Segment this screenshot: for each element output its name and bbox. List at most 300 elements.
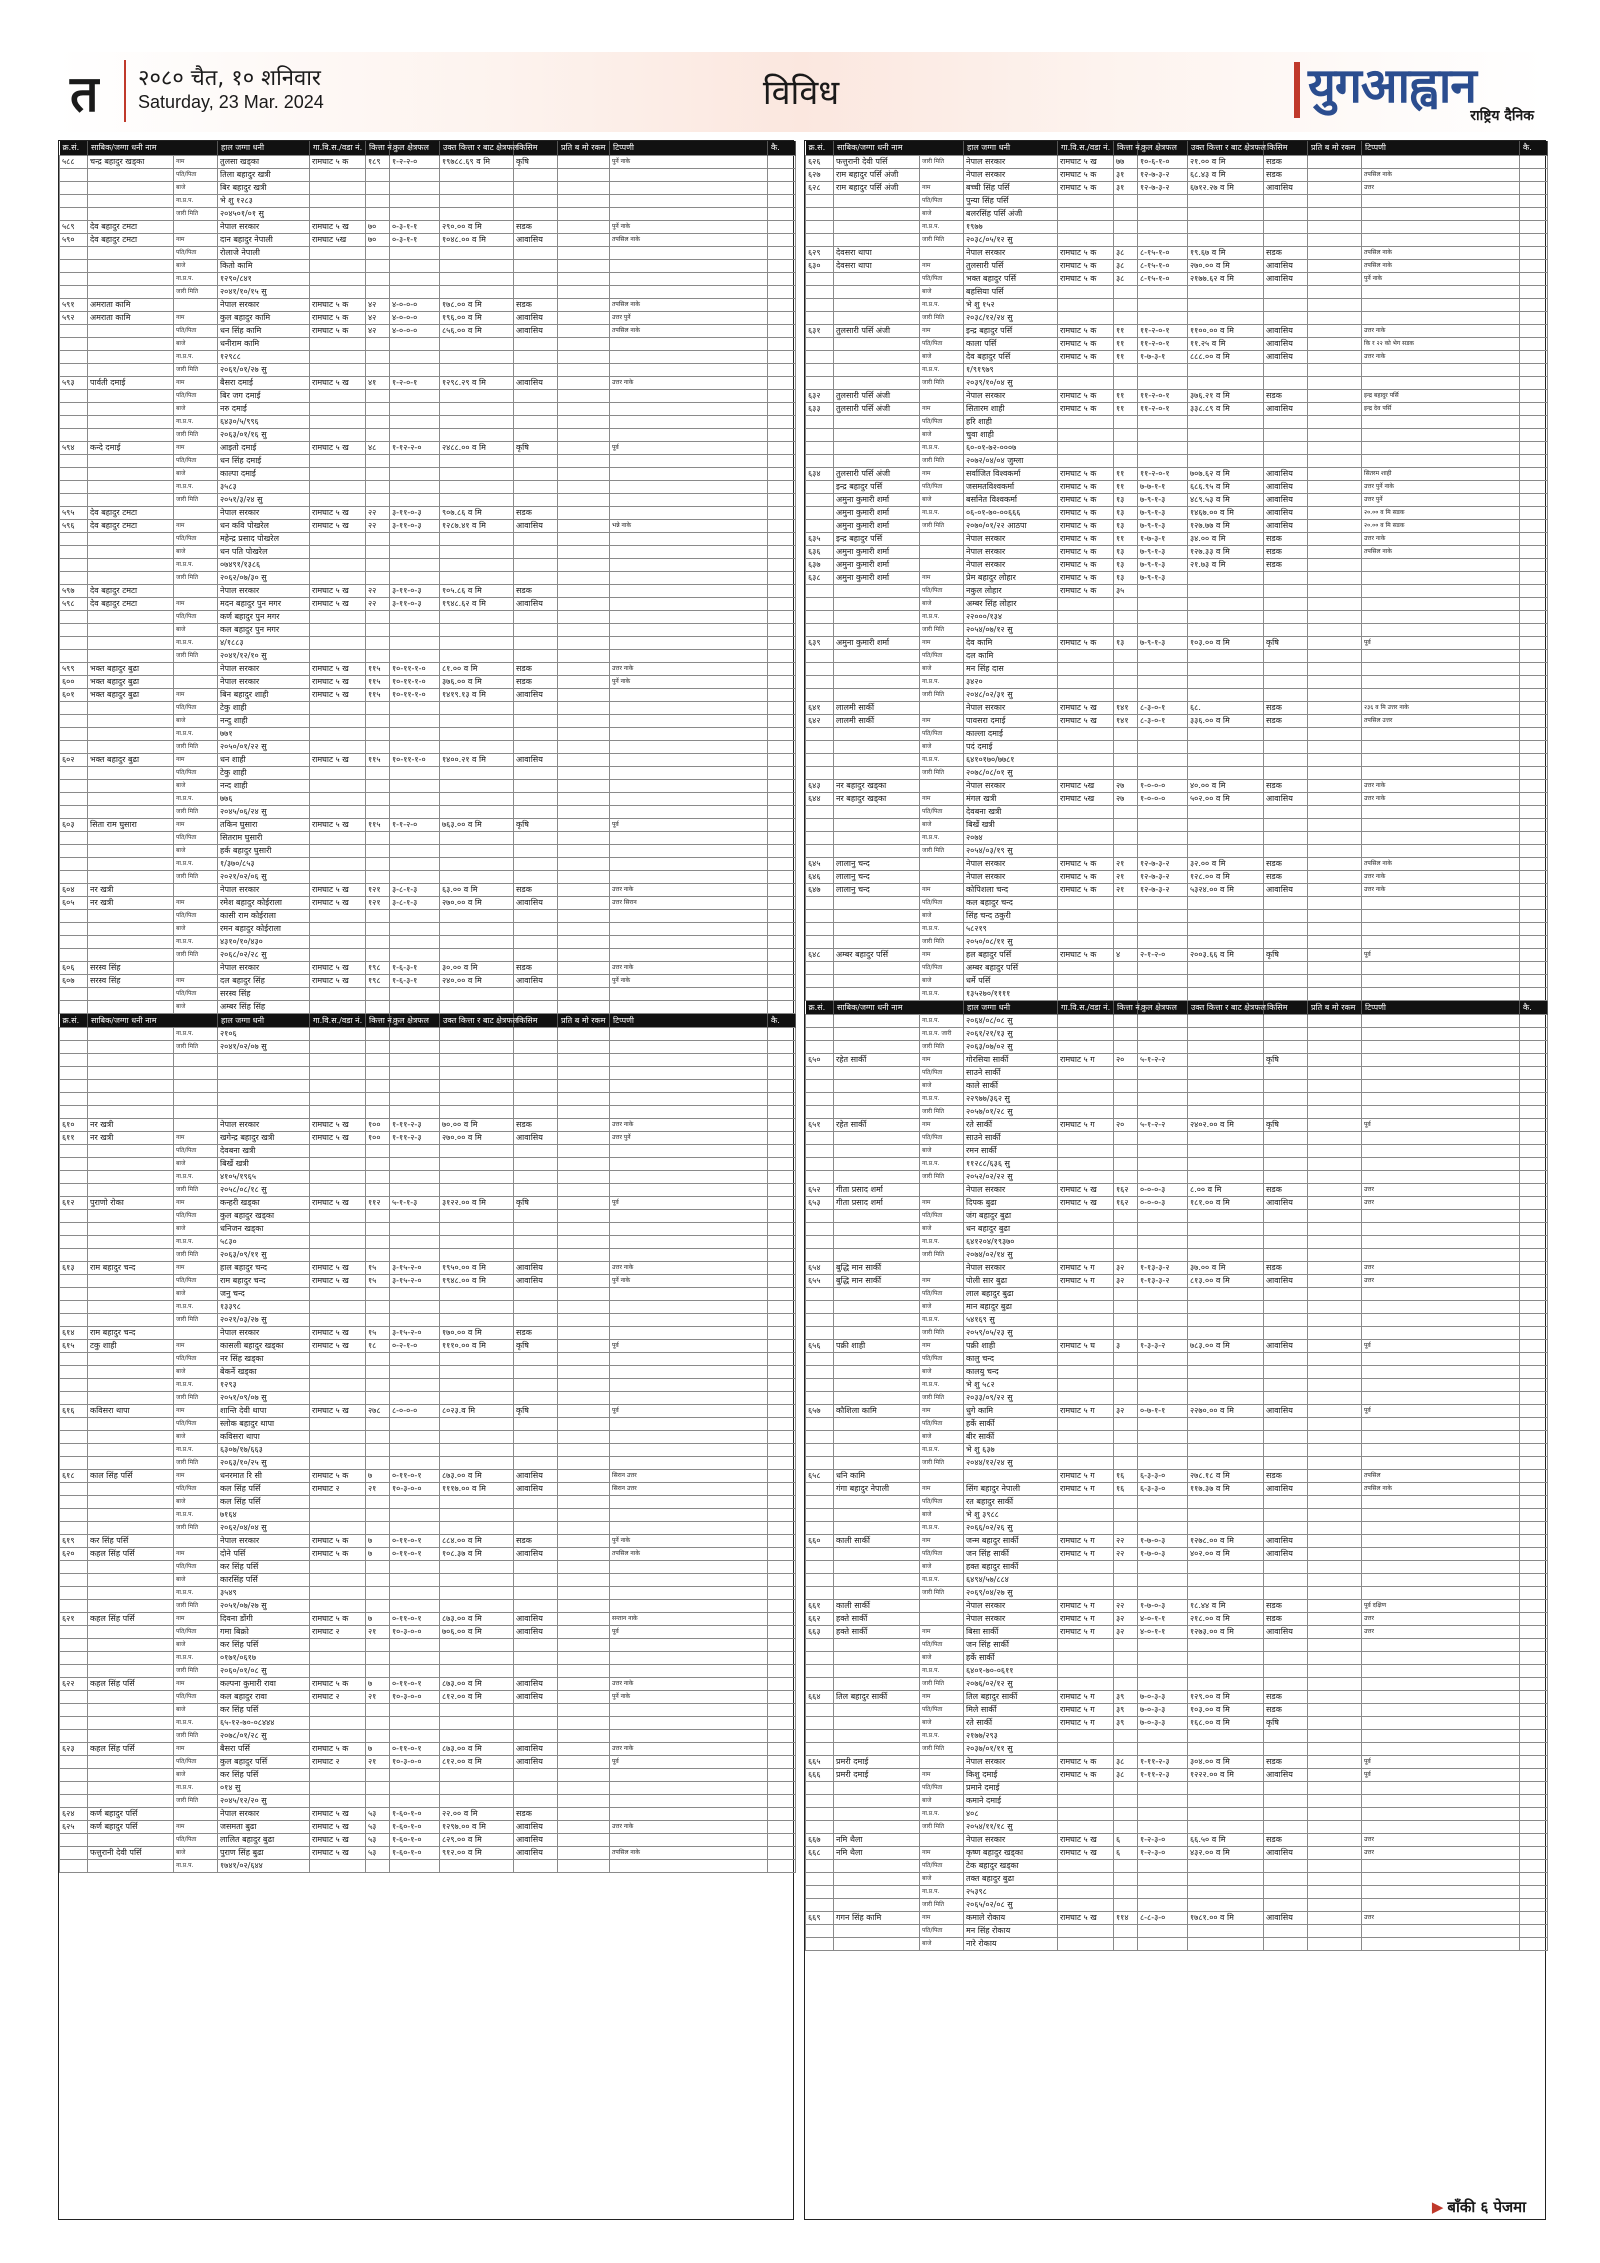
acquired-area-cell	[440, 909, 514, 922]
column-header: कै.	[1520, 141, 1548, 155]
remarks-cell	[1362, 1535, 1520, 1548]
amount-cell	[1308, 662, 1362, 675]
area-cell	[390, 207, 440, 220]
current-owner-cell: जसमता बुढा	[218, 1821, 310, 1834]
former-owner-cell	[88, 532, 174, 545]
role-label-cell: बाजे	[920, 350, 964, 363]
land-type-cell	[514, 1379, 558, 1392]
area-cell: ८-१५-१-०	[1138, 259, 1188, 272]
current-owner-cell: २०७४/०२/१४ सु	[964, 1249, 1058, 1262]
ward-cell	[310, 1145, 366, 1158]
land-type-cell	[1264, 805, 1308, 818]
misc-cell	[768, 1535, 796, 1548]
land-type-cell: आवासिय	[514, 1548, 558, 1561]
misc-cell	[768, 259, 796, 272]
amount-cell	[558, 753, 610, 766]
land-type-cell	[1264, 1899, 1308, 1912]
former-owner-cell	[834, 1665, 920, 1678]
land-type-cell	[1264, 1860, 1308, 1873]
amount-cell	[558, 1171, 610, 1184]
role-label-cell: बाजे	[920, 740, 964, 753]
current-owner-cell: बेकर्ने खड्का	[218, 1366, 310, 1379]
current-owner-cell: नेपाल सरकार	[964, 1834, 1058, 1847]
amount-cell	[1308, 1899, 1362, 1912]
area-cell	[390, 1106, 440, 1119]
table-row	[806, 1561, 1548, 1574]
serial-cell	[806, 363, 834, 376]
amount-cell	[558, 246, 610, 259]
table-row	[60, 909, 796, 922]
former-owner-cell: इन्द्र बहादुर पर्सि	[834, 532, 920, 545]
acquired-area-cell	[440, 636, 514, 649]
remarks-cell: तपसिल नाके	[610, 1548, 768, 1561]
current-owner-cell: २२९७७/३६२ सु	[964, 1093, 1058, 1106]
land-type-cell	[1264, 896, 1308, 909]
area-cell: ०-११-०-१	[390, 1548, 440, 1561]
amount-cell	[1308, 688, 1362, 701]
plot-cell	[1114, 1093, 1138, 1106]
current-owner-cell: ७१६४	[218, 1509, 310, 1522]
table-row	[806, 1275, 1548, 1288]
acquired-area-cell	[1188, 1028, 1264, 1041]
former-owner-cell	[834, 1496, 920, 1509]
serial-cell	[806, 1483, 834, 1496]
plot-cell	[366, 1314, 390, 1327]
plot-cell	[366, 1366, 390, 1379]
acquired-area-cell	[440, 1041, 514, 1054]
ward-cell: रामघाट ५ क	[1058, 324, 1114, 337]
acquired-area-cell	[1188, 610, 1264, 623]
plot-cell	[1114, 1821, 1138, 1834]
acquired-area-cell: ८१.०० व मि	[440, 662, 514, 675]
area-cell	[390, 467, 440, 480]
former-owner-cell	[88, 870, 174, 883]
amount-cell	[558, 675, 610, 688]
land-type-cell: सडक	[1264, 779, 1308, 792]
amount-cell	[558, 870, 610, 883]
acquired-area-cell	[1188, 1392, 1264, 1405]
amount-cell	[558, 1080, 610, 1093]
current-owner-cell: २०४८/०२/३१ सु	[964, 688, 1058, 701]
role-label-cell: बाजे	[174, 779, 218, 792]
plot-cell	[366, 1496, 390, 1509]
land-type-cell: सडक	[1264, 155, 1308, 168]
table-row	[60, 506, 796, 519]
former-owner-cell	[88, 480, 174, 493]
role-label-cell: बाजे	[174, 181, 218, 194]
current-owner-cell: खगेन्द्र बहादुर खत्री	[218, 1132, 310, 1145]
current-owner-cell: पोली सार बुढा	[964, 1275, 1058, 1288]
role-label-cell: बाजे	[920, 974, 964, 987]
serial-cell: ५९६	[60, 519, 88, 532]
amount-cell	[558, 623, 610, 636]
table-row	[60, 1236, 796, 1249]
column-header: गा.वि.स./वडा नं.	[310, 141, 366, 155]
role-label-cell: जारी मिति	[174, 649, 218, 662]
ward-cell	[310, 1106, 366, 1119]
land-type-cell: आवासिय	[1264, 1405, 1308, 1418]
table-row	[806, 792, 1548, 805]
ward-cell	[310, 532, 366, 545]
current-owner-cell: बिर्खे खत्री	[218, 1158, 310, 1171]
plot-cell	[366, 1457, 390, 1470]
current-owner-cell: २०३८/०५/१२ सु	[964, 233, 1058, 246]
plot-cell	[366, 1080, 390, 1093]
acquired-area-cell: ७०६.०० व मि	[440, 1626, 514, 1639]
area-cell: ४-०-१-१	[1138, 1626, 1188, 1639]
acquired-area-cell	[440, 1301, 514, 1314]
former-owner-cell	[88, 1067, 174, 1080]
remarks-cell: उत्तर	[1362, 1184, 1520, 1197]
misc-cell	[768, 1743, 796, 1756]
amount-cell	[558, 402, 610, 415]
table-row	[806, 662, 1548, 675]
serial-cell	[806, 935, 834, 948]
area-cell: १२-७-३-२	[1138, 168, 1188, 181]
area-cell	[1138, 1327, 1188, 1340]
current-owner-cell: काल्पा दमाई	[218, 467, 310, 480]
acquired-area-cell	[1188, 1041, 1264, 1054]
ward-cell	[310, 909, 366, 922]
plot-cell: १८९	[366, 155, 390, 168]
remarks-cell	[610, 714, 768, 727]
former-owner-cell	[88, 610, 174, 623]
plot-cell: १३	[1114, 493, 1138, 506]
ward-cell	[1058, 1808, 1114, 1821]
acquired-area-cell: २४०२.०० व मि	[1188, 1119, 1264, 1132]
ward-cell: रामघाट ५ ख	[1058, 701, 1114, 714]
ward-cell: रामघाट ५ क	[1058, 480, 1114, 493]
serial-cell	[806, 1808, 834, 1821]
former-owner-cell: लालानु चन्द	[834, 883, 920, 896]
table-row	[806, 753, 1548, 766]
plot-cell	[366, 402, 390, 415]
serial-cell	[60, 1600, 88, 1613]
land-type-cell: आवासिय	[514, 974, 558, 987]
plot-cell: ४२	[366, 324, 390, 337]
plot-cell: ४२	[366, 311, 390, 324]
current-owner-cell: ६०-०१-७२-०००७	[964, 441, 1058, 454]
ward-cell: रामघाट २	[310, 1691, 366, 1704]
land-type-cell	[1264, 1925, 1308, 1938]
former-owner-cell	[88, 727, 174, 740]
plot-cell	[1114, 844, 1138, 857]
plot-cell: ३२	[1114, 1405, 1138, 1418]
role-label-cell: पति/पिता	[174, 1561, 218, 1574]
land-type-cell	[1264, 610, 1308, 623]
former-owner-cell: अमराता कामि	[88, 298, 174, 311]
serial-cell: ६५४	[806, 1262, 834, 1275]
misc-cell	[1520, 1561, 1548, 1574]
misc-cell	[768, 1704, 796, 1717]
remarks-cell	[610, 1392, 768, 1405]
area-cell	[390, 272, 440, 285]
misc-cell	[1520, 246, 1548, 259]
serial-cell	[806, 584, 834, 597]
serial-cell	[60, 1795, 88, 1808]
serial-cell	[60, 922, 88, 935]
area-cell: ५-१-१-३	[390, 1197, 440, 1210]
land-type-cell: सडक	[514, 506, 558, 519]
land-type-cell: सडक	[1264, 246, 1308, 259]
remarks-cell	[1362, 1522, 1520, 1535]
acquired-area-cell	[440, 1288, 514, 1301]
amount-cell	[558, 636, 610, 649]
serial-cell	[806, 1652, 834, 1665]
role-label-cell: नाम	[920, 1197, 964, 1210]
misc-cell	[1520, 597, 1548, 610]
former-owner-cell: देव बहादुर टमटा	[88, 220, 174, 233]
amount-cell	[558, 1639, 610, 1652]
former-owner-cell	[88, 1353, 174, 1366]
land-type-cell	[1264, 753, 1308, 766]
table-row	[60, 805, 796, 818]
serial-cell	[806, 610, 834, 623]
serial-cell	[806, 428, 834, 441]
current-owner-cell: ११२८८/६३६ सु	[964, 1158, 1058, 1171]
table-row	[60, 363, 796, 376]
land-type-cell	[514, 1561, 558, 1574]
plot-cell	[1114, 1106, 1138, 1119]
amount-cell	[558, 519, 610, 532]
table-row	[60, 1379, 796, 1392]
plot-cell: १५	[366, 1275, 390, 1288]
plot-cell	[1114, 1249, 1138, 1262]
land-type-cell	[1264, 987, 1308, 1000]
plot-cell	[366, 1444, 390, 1457]
serial-cell	[806, 662, 834, 675]
column-header: कुल क्षेत्रफल	[1138, 141, 1188, 155]
former-owner-cell	[88, 1041, 174, 1054]
acquired-area-cell	[440, 1184, 514, 1197]
ward-cell: रामघाट ५ क	[1058, 389, 1114, 402]
remarks-cell	[1362, 1431, 1520, 1444]
amount-cell	[1308, 1678, 1362, 1691]
misc-cell	[768, 883, 796, 896]
misc-cell	[768, 636, 796, 649]
serial-cell	[806, 1509, 834, 1522]
plot-cell: ७७	[1114, 155, 1138, 168]
misc-cell	[768, 1288, 796, 1301]
area-cell: ८-०-०-०	[390, 1405, 440, 1418]
misc-cell	[768, 1275, 796, 1288]
former-owner-cell: बुद्धि मान सार्की	[834, 1275, 920, 1288]
misc-cell	[768, 1782, 796, 1795]
plot-cell	[1114, 220, 1138, 233]
current-owner-cell: २०६४/०८/०८ सु	[964, 1015, 1058, 1028]
serial-cell: ६२३	[60, 1743, 88, 1756]
remarks-cell: तपसिल नाके	[610, 298, 768, 311]
remarks-cell	[1362, 454, 1520, 467]
acquired-area-cell	[440, 337, 514, 350]
role-label-cell: बाजे	[174, 467, 218, 480]
role-label-cell: जारी मिति	[174, 1665, 218, 1678]
role-label-cell: पति/पिता	[174, 1483, 218, 1496]
role-label-cell: नाम	[920, 571, 964, 584]
area-cell	[390, 1093, 440, 1106]
misc-cell	[768, 233, 796, 246]
serial-cell	[806, 1236, 834, 1249]
role-label-cell: ना.प्र.प.	[920, 1379, 964, 1392]
role-label-cell: जारी मिति	[174, 1249, 218, 1262]
ward-cell	[1058, 922, 1114, 935]
notice-table-left	[58, 140, 794, 2220]
acquired-area-cell	[1188, 1067, 1264, 1080]
former-owner-cell	[834, 818, 920, 831]
misc-cell	[1520, 649, 1548, 662]
former-owner-cell	[834, 1522, 920, 1535]
plot-cell: २२	[366, 506, 390, 519]
serial-cell	[60, 1314, 88, 1327]
amount-cell	[558, 324, 610, 337]
ward-cell: रामघाट ५ क	[1058, 636, 1114, 649]
remarks-cell	[610, 1431, 768, 1444]
remarks-cell: तपसिल नाके	[1362, 168, 1520, 181]
former-owner-cell	[834, 1561, 920, 1574]
role-label-cell: नाम	[174, 1743, 218, 1756]
role-label-cell	[174, 883, 218, 896]
land-type-cell	[1264, 1457, 1308, 1470]
role-label-cell	[920, 857, 964, 870]
acquired-area-cell: १०३.०० व मि	[1188, 636, 1264, 649]
serial-cell	[60, 1379, 88, 1392]
current-owner-cell: २०५०/०१/२२ सु	[218, 740, 310, 753]
land-type-cell: आवासिय	[514, 1821, 558, 1834]
serial-cell	[60, 1834, 88, 1847]
serial-cell	[806, 519, 834, 532]
former-owner-cell	[88, 1366, 174, 1379]
current-owner-cell	[218, 1067, 310, 1080]
ward-cell	[1058, 1288, 1114, 1301]
amount-cell	[1308, 1067, 1362, 1080]
land-type-cell	[514, 1457, 558, 1470]
amount-cell	[558, 298, 610, 311]
plot-cell	[1114, 1522, 1138, 1535]
table-row	[60, 1249, 796, 1262]
plot-cell	[1114, 1028, 1138, 1041]
role-label-cell	[174, 1808, 218, 1821]
remarks-cell: पूर्व	[610, 441, 768, 454]
ward-cell	[1058, 1067, 1114, 1080]
plot-cell: १३	[1114, 636, 1138, 649]
logo-accent-bar	[1294, 62, 1300, 118]
amount-cell	[1308, 220, 1362, 233]
remarks-cell	[1362, 1678, 1520, 1691]
misc-cell	[1520, 454, 1548, 467]
amount-cell	[558, 1834, 610, 1847]
ward-cell	[1058, 1574, 1114, 1587]
column-header: क्र.सं.	[60, 1014, 88, 1028]
amount-cell	[558, 818, 610, 831]
remarks-cell	[610, 1860, 768, 1873]
ward-cell	[310, 922, 366, 935]
area-cell	[390, 870, 440, 883]
serial-cell: ६४५	[806, 857, 834, 870]
plot-cell	[1114, 974, 1138, 987]
ward-cell	[1058, 688, 1114, 701]
land-type-cell	[514, 259, 558, 272]
misc-cell	[1520, 1808, 1548, 1821]
misc-cell	[768, 584, 796, 597]
acquired-area-cell	[1188, 909, 1264, 922]
misc-cell	[768, 935, 796, 948]
misc-cell	[768, 831, 796, 844]
land-type-cell: आवासिय	[514, 1470, 558, 1483]
acquired-area-cell	[1188, 961, 1264, 974]
remarks-cell: उत्तर नाके	[610, 961, 768, 974]
ward-cell	[1058, 220, 1114, 233]
land-type-cell	[514, 1067, 558, 1080]
former-owner-cell: टकु शाही	[88, 1340, 174, 1353]
ward-cell	[1058, 987, 1114, 1000]
land-type-cell: सडक	[514, 883, 558, 896]
table-row	[806, 1587, 1548, 1600]
table-row	[60, 1730, 796, 1743]
area-cell: ३-१५-२-०	[390, 1262, 440, 1275]
acquired-area-cell	[440, 857, 514, 870]
table-row	[806, 623, 1548, 636]
plot-cell	[366, 844, 390, 857]
land-type-cell: आवासिय	[514, 1132, 558, 1145]
misc-cell	[768, 1470, 796, 1483]
former-owner-cell: गगन सिंह कामि	[834, 1912, 920, 1925]
table-row	[806, 974, 1548, 987]
amount-cell	[558, 714, 610, 727]
plot-cell	[366, 1652, 390, 1665]
plot-cell	[366, 857, 390, 870]
table-row	[60, 636, 796, 649]
former-owner-cell	[88, 1431, 174, 1444]
former-owner-cell	[88, 1000, 174, 1013]
serial-cell: ६२८	[806, 181, 834, 194]
role-label-cell: नाम	[920, 792, 964, 805]
acquired-area-cell	[1188, 376, 1264, 389]
current-owner-cell: नेपाल सरकार	[964, 701, 1058, 714]
ward-cell	[1058, 1106, 1114, 1119]
serial-cell	[806, 896, 834, 909]
remarks-cell: सिरान उत्तर	[610, 1483, 768, 1496]
former-owner-cell	[88, 1730, 174, 1743]
plot-cell	[1114, 1041, 1138, 1054]
table-row	[806, 545, 1548, 558]
current-owner-cell: देवबना खत्री	[218, 1145, 310, 1158]
land-type-cell	[1264, 1496, 1308, 1509]
plot-cell	[366, 194, 390, 207]
land-type-cell	[1264, 1743, 1308, 1756]
acquired-area-cell	[440, 1145, 514, 1158]
current-owner-cell: रते सार्की	[964, 1119, 1058, 1132]
amount-cell	[1308, 1626, 1362, 1639]
ward-cell: रामघाट ५ ग	[1058, 1054, 1114, 1067]
land-type-cell: आवासिय	[514, 896, 558, 909]
plot-cell	[1114, 1938, 1138, 1951]
table-row	[806, 1509, 1548, 1522]
role-label-cell: बाजे	[920, 662, 964, 675]
land-type-cell	[514, 480, 558, 493]
former-owner-cell	[834, 285, 920, 298]
amount-cell	[1308, 1548, 1362, 1561]
role-label-cell: बाजे	[174, 545, 218, 558]
role-label-cell: पति/पिता	[174, 610, 218, 623]
acquired-area-cell: २९०.०० व मि	[440, 220, 514, 233]
remarks-cell: उत्तर नाके	[1362, 870, 1520, 883]
remarks-cell	[610, 1769, 768, 1782]
table-row	[60, 597, 796, 610]
table-row	[60, 558, 796, 571]
land-type-cell: आवासिय	[514, 311, 558, 324]
plot-cell: ३२	[1114, 1262, 1138, 1275]
amount-cell	[1308, 558, 1362, 571]
